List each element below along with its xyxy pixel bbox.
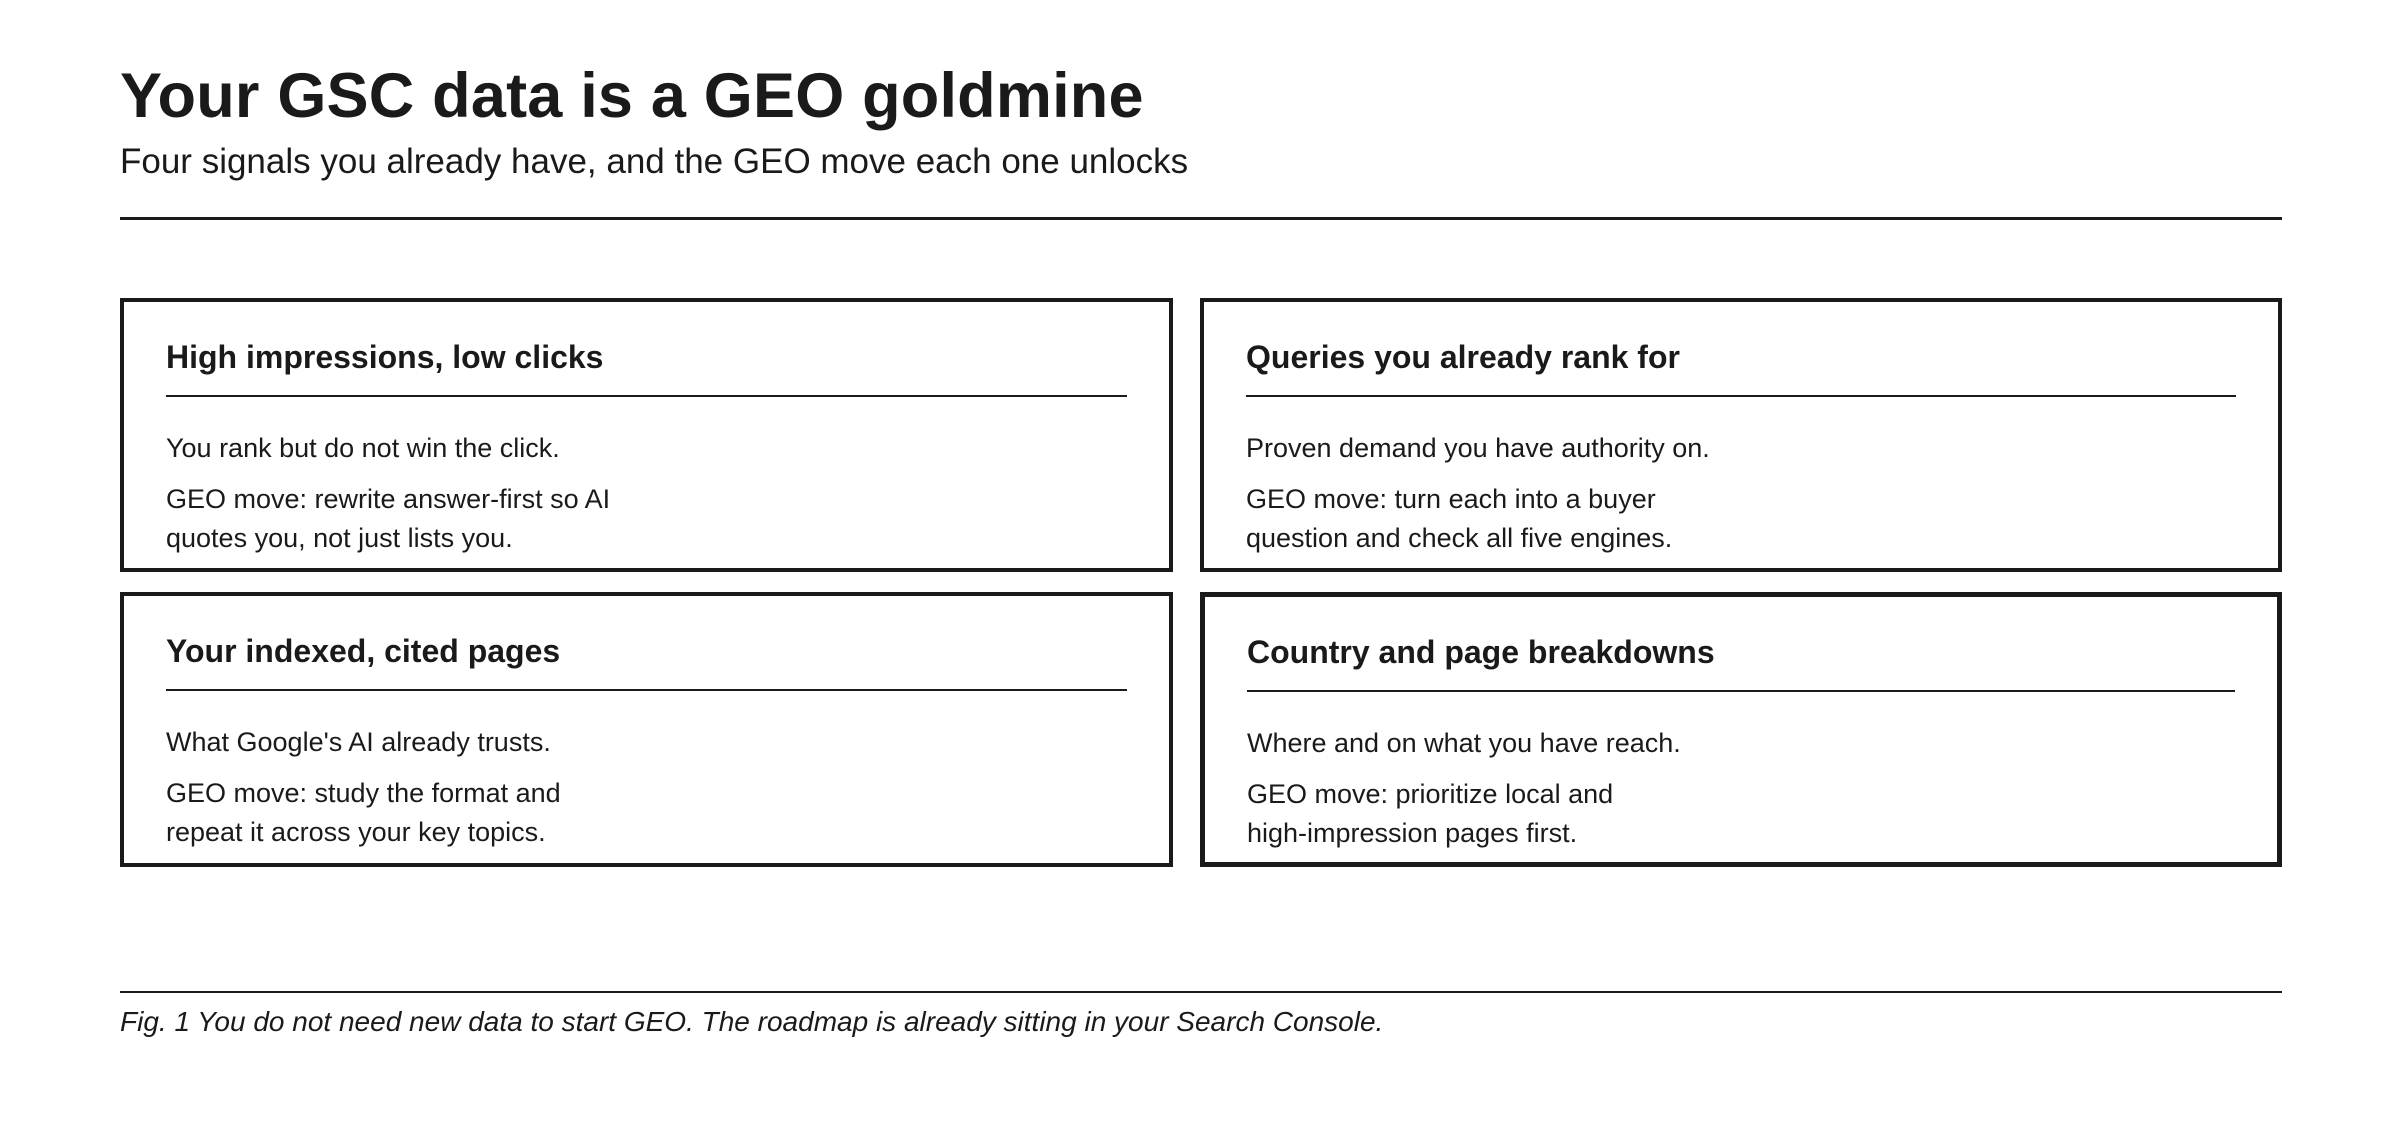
- card-divider: [166, 395, 1127, 397]
- card-divider: [1246, 395, 2236, 397]
- card-geo-move-line: high-impression pages first.: [1247, 818, 1578, 848]
- card-description: You rank but do not win the click.: [166, 433, 560, 463]
- signal-card-ranked-queries: [1200, 298, 2282, 572]
- card-geo-move-line: GEO move: prioritize local and: [1247, 779, 1614, 809]
- card-title: Queries you already rank for: [1246, 339, 1680, 375]
- card-geo-move: [166, 480, 610, 558]
- caption-divider: [120, 991, 2282, 993]
- card-geo-move-line: GEO move: turn each into a buyer: [1246, 484, 1656, 514]
- card-title: Country and page breakdowns: [1247, 634, 1715, 670]
- card-description: Proven demand you have authority on.: [1246, 433, 1710, 463]
- card-title: Your indexed, cited pages: [166, 633, 561, 669]
- card-geo-move: [1247, 775, 1613, 853]
- card-divider: [166, 689, 1127, 691]
- figure-caption: Fig. 1 You do not need new data to start GEO. The roadmap is already sitting in your Search Console.: [120, 1006, 1384, 1037]
- card-description: What Google's AI already trusts.: [166, 727, 551, 757]
- signal-card-high-impressions: [120, 298, 1173, 572]
- header-divider: [120, 217, 2282, 220]
- card-geo-move: [1246, 480, 1672, 558]
- page-subtitle: Four signals you already have, and the GEO move each one unlocks: [120, 142, 1189, 181]
- card-geo-move-line: GEO move: rewrite answer-first so AI: [166, 484, 611, 514]
- card-geo-move-line: GEO move: study the format and: [166, 778, 561, 808]
- card-title: High impressions, low clicks: [166, 339, 604, 375]
- page-title: Your GSC data is a GEO goldmine: [120, 61, 1144, 131]
- card-description: Where and on what you have reach.: [1247, 728, 1681, 758]
- card-geo-move: [166, 774, 561, 852]
- card-geo-move-line: repeat it across your key topics.: [166, 817, 546, 847]
- signal-card-breakdowns: [1200, 592, 2282, 867]
- figure-page: [120, 0, 2282, 1140]
- card-geo-move-line: quotes you, not just lists you.: [166, 523, 513, 553]
- card-geo-move-line: question and check all five engines.: [1246, 523, 1673, 553]
- signal-card-cited-pages: [120, 592, 1173, 867]
- card-divider: [1247, 690, 2235, 692]
